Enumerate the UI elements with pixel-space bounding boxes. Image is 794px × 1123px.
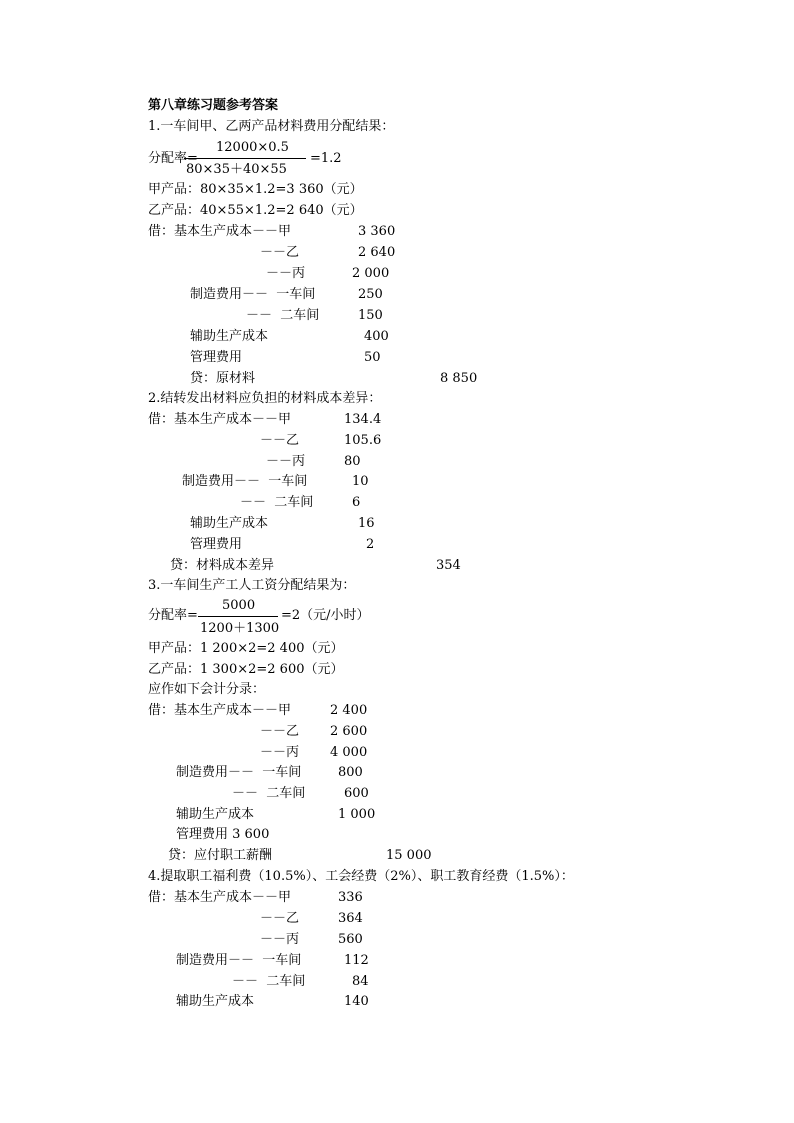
- entry-label: 管理费用: [190, 350, 243, 365]
- entry-label: 借：基本生产成本－－甲: [148, 412, 292, 427]
- entry-label: 辅助生产成本: [176, 994, 255, 1009]
- entry-amount: 600: [344, 786, 369, 801]
- entry-amount: 400: [364, 329, 389, 344]
- entry-label: 辅助生产成本: [176, 807, 255, 822]
- entry-amount: 364: [338, 911, 363, 926]
- entry-label: 贷：材料成本差异: [170, 558, 275, 573]
- entry-label: －－ 二车间: [232, 974, 306, 989]
- entry-label: 贷：应付职工薪酬: [168, 848, 273, 863]
- entry-label: 制造费用－－ 一车间: [176, 765, 302, 780]
- entry-amount: 80: [344, 454, 361, 469]
- entry-label: 管理费用 3 600: [176, 827, 270, 842]
- entry-label: 借：基本生产成本－－甲: [148, 703, 292, 718]
- entry-amount: 4 000: [330, 745, 368, 760]
- entry-label: －－ 二车间: [240, 495, 314, 510]
- entry-amount: 800: [338, 765, 363, 780]
- entry-amount: 84: [352, 974, 369, 989]
- formula-1-numerator: 12000×0.5: [216, 140, 289, 155]
- formula-1-denominator: 80×35＋40×55: [186, 162, 287, 177]
- entry-label: 辅助生产成本: [190, 516, 269, 531]
- entry-label: －－丙: [266, 266, 306, 281]
- entry-amount: 105.6: [344, 433, 382, 448]
- entry-amount: 2 640: [358, 245, 396, 260]
- calc-product-a: 甲产品：1 200×2=2 400（元）: [148, 641, 344, 656]
- entry-label: －－丙: [260, 745, 300, 760]
- entry-amount: 250: [358, 287, 383, 302]
- entry-label: 制造费用－－ 一车间: [190, 287, 316, 302]
- formula-1-label: 分配率=: [148, 151, 198, 166]
- entry-amount: 2: [366, 537, 375, 552]
- entry-label: 制造费用－－ 一车间: [176, 953, 302, 968]
- page-title: 第八章练习题参考答案: [148, 98, 279, 113]
- entry-label: －－乙: [260, 433, 300, 448]
- entry-amount: 2 000: [352, 266, 390, 281]
- entry-amount: 354: [436, 558, 461, 573]
- formula-2-denominator: 1200＋1300: [200, 621, 280, 636]
- formula-2-fraction-bar: [198, 616, 278, 617]
- entry-label: －－丙: [260, 932, 300, 947]
- section-1-heading: 1.一车间甲、乙两产品材料费用分配结果：: [148, 119, 395, 134]
- calc-product-a: 甲产品：80×35×1.2=3 360（元）: [148, 182, 363, 197]
- entry-amount: 112: [344, 953, 369, 968]
- formula-2-result: =2（元/小时）: [281, 608, 370, 623]
- entry-amount: 140: [344, 994, 369, 1009]
- entry-amount: 8 850: [440, 371, 478, 386]
- formula-1-result: =1.2: [310, 151, 342, 166]
- entry-amount: 1 000: [338, 807, 376, 822]
- formula-1-fraction-bar: [184, 158, 306, 159]
- entry-label: 贷：原材料: [190, 371, 256, 386]
- formula-2-numerator: 5000: [222, 598, 256, 613]
- section-2-heading: 2.结转发出材料应负担的材料成本差异：: [148, 391, 382, 406]
- entry-label: －－乙: [260, 724, 300, 739]
- entry-label: 辅助生产成本: [190, 329, 269, 344]
- entry-amount: 560: [338, 932, 363, 947]
- entry-amount: 2 400: [330, 703, 368, 718]
- entry-amount: 134.4: [344, 412, 382, 427]
- entry-amount: 336: [338, 890, 363, 905]
- entry-label: 借：基本生产成本－－甲: [148, 890, 292, 905]
- entry-amount: 50: [364, 350, 381, 365]
- entry-label: －－乙: [260, 911, 300, 926]
- entry-label: －－乙: [260, 245, 300, 260]
- formula-2-label: 分配率=: [148, 608, 198, 623]
- calc-product-b: 乙产品：1 300×2=2 600（元）: [148, 662, 344, 677]
- entry-label: 借：基本生产成本－－甲: [148, 224, 292, 239]
- entry-label: －－丙: [266, 454, 306, 469]
- entry-amount: 150: [358, 308, 383, 323]
- calc-product-b: 乙产品：40×55×1.2=2 640（元）: [148, 203, 363, 218]
- entry-amount: 10: [352, 474, 369, 489]
- entry-amount: 3 360: [358, 224, 396, 239]
- entry-label: 制造费用－－ 一车间: [182, 474, 308, 489]
- section-3-intro: 应作如下会计分录：: [148, 682, 266, 697]
- section-4-heading: 4.提取职工福利费（10.5%）、工会经费（2%）、职工教育经费（1.5%）：: [148, 869, 574, 884]
- entry-amount: 2 600: [330, 724, 368, 739]
- entry-amount: 16: [358, 516, 375, 531]
- entry-amount: 15 000: [386, 848, 432, 863]
- entry-label: 管理费用: [190, 537, 243, 552]
- entry-label: －－ 二车间: [232, 786, 306, 801]
- section-3-heading: 3.一车间生产工人工资分配结果为：: [148, 578, 356, 593]
- entry-amount: 6: [352, 495, 361, 510]
- entry-label: －－ 二车间: [246, 308, 320, 323]
